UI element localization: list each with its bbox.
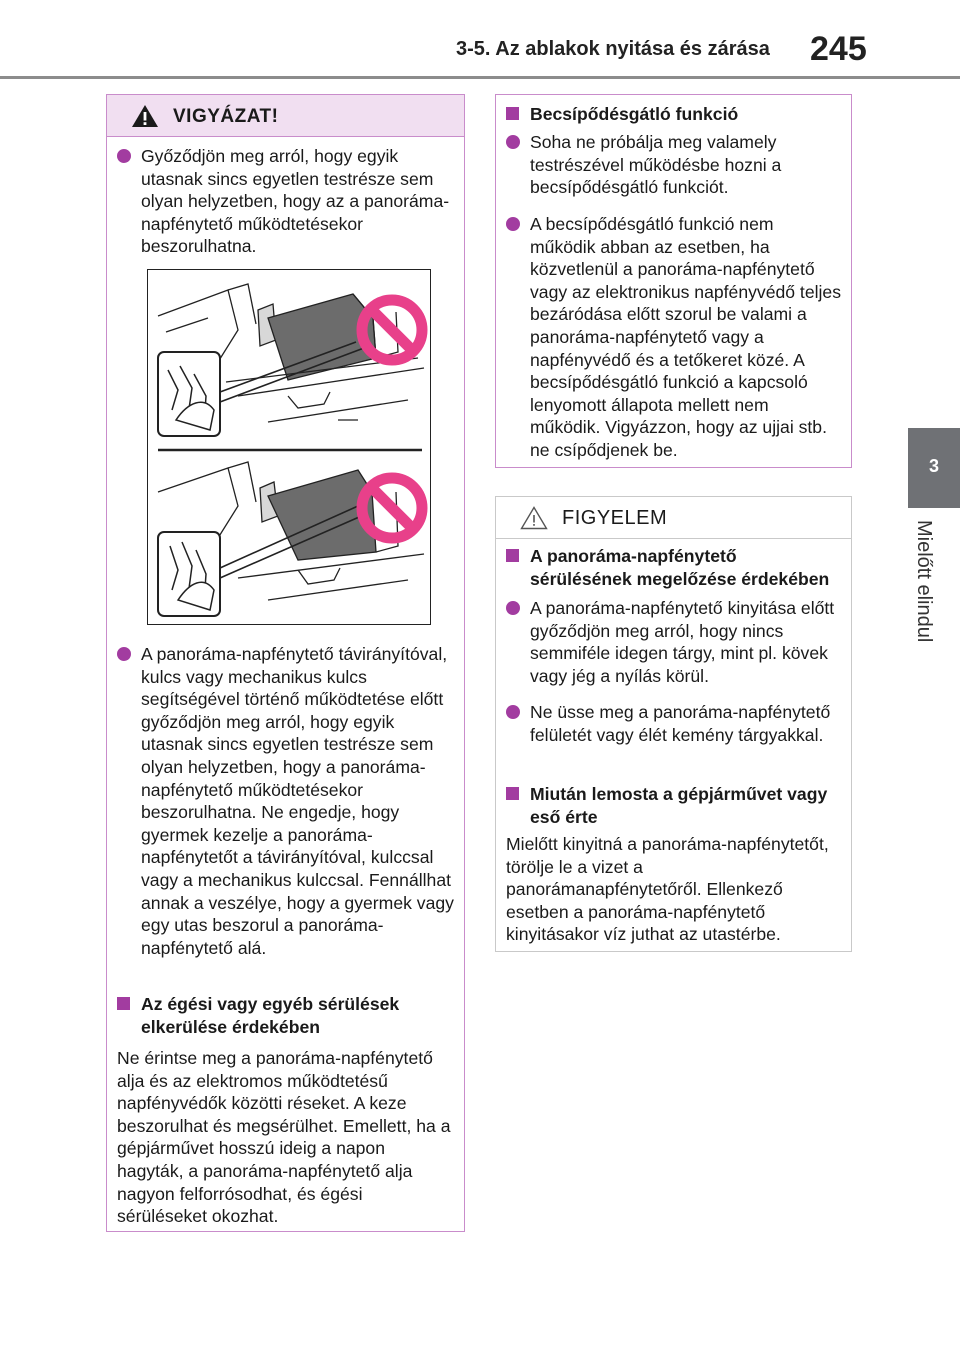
square-bullet-icon [506,107,519,120]
page-number: 245 [810,30,867,68]
warning-bullet-2: A panoráma-napfénytető távirányítóval, kulcs vagy mechanikus kulcs segítségével történő működtetése előtt győződjön meg arról, hogy egyik utasnak sincs egyetlen testrésze sem olyan helyzetben, hogy a panoráma-napfénytető működtetésekor beszorulhatna. Ne engedje, hogy gyermek kezelje a panoráma-napfénytetőt a távirányítóval, kulccsal vagy a mechanikus kulccsal. Fennállhat annak a veszélye, hogy a gyermek vagy egy utas beszorul a panoráma-napfénytető alá. [117,643,454,959]
warning-title: VIGYÁZAT! [173,106,279,127]
warning-bullet-4: A becsípődésgátló funkció nem működik abban az esetben, ha közvetlenül a panoráma-napfénytető vagy az elektronikus napfényvédő teljes bezáródása előtt szorul be valami a panoráma-napfénytető vagy a napfényvédő és a tetőkeret közé. A becsípődésgátló funkció a kapcsoló lenyomott állapota mellett nem működik. Vigyázzon, hogy az ujjai stb. ne csípődjenek be. [506,213,841,462]
caution-triangle-icon [520,506,548,530]
warning-bullet-1: Győződjön meg arról, hogy egyik utasnak sincs egyetlen testrésze sem olyan helyzetben, hogy az a panoráma-napfénytető működtetésekor beszorulhatna. [117,145,454,258]
warning-box [106,94,465,1232]
bullet-icon [506,217,520,231]
bullet-icon [117,149,131,163]
square-bullet-icon [506,787,519,800]
warning-heading-2: Becsípődésgátló funkció [506,103,841,126]
warning-header [107,95,464,137]
notice-bullet-1: A panoráma-napfénytető kinyitása előtt győződjön meg arról, hogy nincs semmiféle idegen tárgy, mint pl. kövek vagy jég a nyílás körül. [506,597,841,687]
bullet-icon [117,647,131,661]
notice-box [495,496,852,952]
warning-continuation-box [495,94,852,468]
square-bullet-icon [506,549,519,562]
warning-heading-1: Az égési vagy egyéb sérülések elkerülése érdekében [117,993,454,1038]
notice-title: FIGYELEM [562,507,668,529]
bullet-icon [506,135,520,149]
sunroof-hazard-illustration [147,269,431,625]
bullet-icon [506,601,520,615]
notice-paragraph-1: Mielőtt kinyitná a panoráma-napfénytetőt, törölje le a vizet a panorámanapfénytetőről. Ellenkező esetben a panoráma-napfénytető kinyitásakor víz juthat az utastérbe. [506,834,829,945]
chapter-tab: 3 [908,428,960,508]
chapter-title: Mielőtt elindul [913,520,935,643]
car-interior-drawing [148,270,431,625]
notice-header [496,497,851,539]
header-rule [0,76,960,79]
section-title: 3-5. Az ablakok nyitása és zárása [456,38,770,60]
square-bullet-icon [117,997,130,1010]
warning-triangle-icon [131,104,159,128]
bullet-icon [506,705,520,719]
notice-heading-1: A panoráma-napfénytető sérülésének megelőzése érdekében [506,545,841,590]
notice-bullet-2: Ne üsse meg a panoráma-napfénytető felületét vagy élét kemény tárgyakkal. [506,701,841,746]
warning-bullet-3: Soha ne próbálja meg valamely testrészével működésbe hozni a becsípődésgátló funkciót. [506,131,841,199]
notice-heading-2: Miután lemosta a gépjárművet vagy eső érte [506,783,841,828]
warning-paragraph-1: Ne érintse meg a panoráma-napfénytető alja és az elektromos működtetésű napfényvédők közötti réseket. A keze beszorulhat és megsérülhet. Emellett, ha a gépjárművet hosszú ideig a napon hagyták, a panoráma-napfénytető alja nagyon felforrósodhat, és égési sérüléseket okozhat. [117,1048,451,1227]
